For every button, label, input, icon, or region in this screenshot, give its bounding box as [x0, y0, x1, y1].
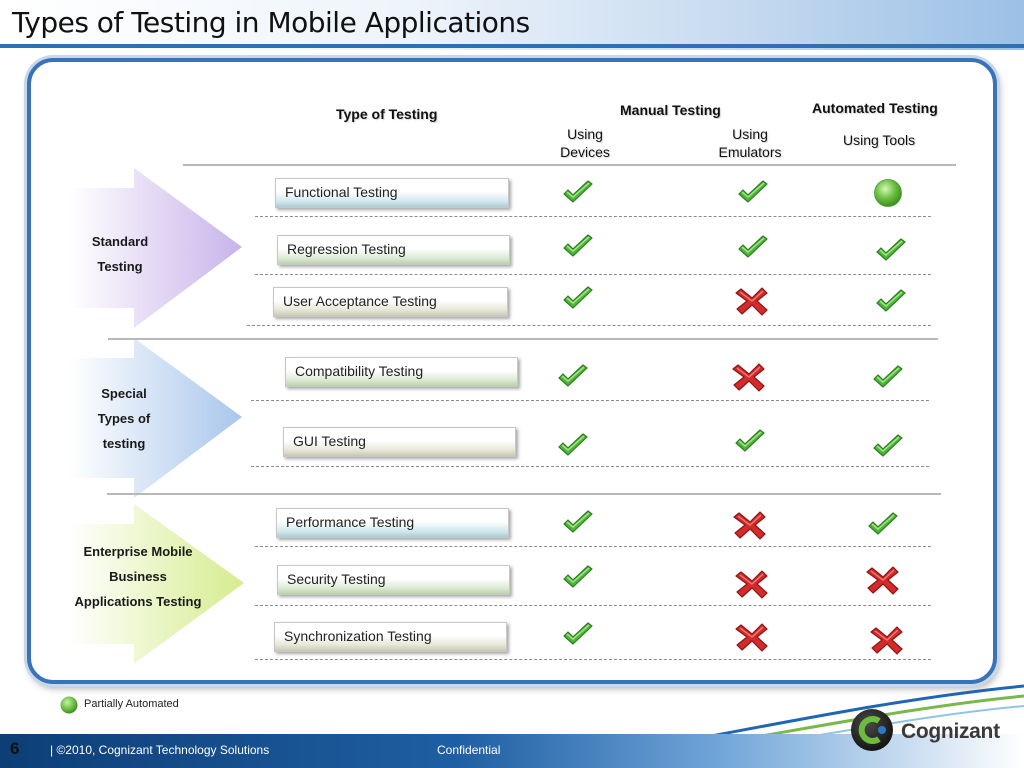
status-mark-emulators: [736, 233, 770, 263]
check-icon: [561, 178, 595, 208]
category-label-enterprise: [62, 539, 214, 614]
row-separator: [255, 274, 931, 275]
check-icon: [561, 563, 595, 593]
status-mark-tools: [874, 236, 908, 266]
cross-icon: [866, 565, 900, 595]
status-mark-emulators: [732, 362, 766, 392]
legend-label: Partially Automated: [84, 698, 179, 710]
status-mark-devices: [561, 508, 595, 538]
status-mark-tools: [871, 432, 905, 462]
row-separator: [255, 216, 931, 217]
status-mark-tools: [870, 625, 904, 655]
footer-confidential: Confidential: [437, 743, 501, 757]
category-label-line: Business: [109, 569, 167, 584]
status-mark-devices: [556, 362, 590, 392]
green-circle-icon: [871, 178, 905, 208]
cross-icon: [733, 510, 767, 540]
category-label-line: Enterprise Mobile: [83, 544, 193, 559]
status-mark-tools: [874, 287, 908, 317]
status-mark-tools: [871, 363, 905, 393]
footer-copyright: | ©2010, Cognizant Technology Solutions: [50, 743, 270, 757]
check-icon: [736, 233, 770, 263]
header-type-of-testing: Type of Testing: [336, 106, 438, 122]
title-rule: [0, 44, 1024, 48]
header-using-devices: [549, 125, 621, 161]
cross-icon: [735, 286, 769, 316]
check-icon: [871, 363, 905, 393]
group-separator: [108, 338, 938, 340]
check-icon: [561, 232, 595, 262]
testing-type-box: Regression Testing: [277, 235, 510, 265]
page-number: 6: [10, 739, 20, 758]
category-label-line: Standard: [91, 234, 149, 249]
status-mark-devices: [561, 284, 595, 314]
check-icon: [561, 284, 595, 314]
check-icon: [866, 510, 900, 540]
logo-text: Cognizant: [901, 720, 1000, 743]
check-icon: [556, 431, 590, 461]
status-mark-tools: [871, 178, 905, 208]
row-separator: [247, 325, 931, 326]
row-separator: [255, 546, 931, 547]
category-label-special: [84, 381, 164, 456]
status-mark-emulators: [735, 286, 769, 316]
cross-icon: [735, 569, 769, 599]
cross-icon: [732, 362, 766, 392]
status-mark-devices: [561, 620, 595, 650]
slide-title: Types of Testing in Mobile Applications: [12, 6, 530, 39]
check-icon: [874, 287, 908, 317]
testing-type-box: Synchronization Testing: [274, 622, 507, 652]
testing-type-box: Security Testing: [277, 565, 510, 595]
check-icon: [561, 508, 595, 538]
cross-icon: [870, 625, 904, 655]
category-label-standard: [80, 229, 160, 279]
status-mark-devices: [561, 563, 595, 593]
green-circle-icon: [60, 696, 78, 714]
check-icon: [871, 432, 905, 462]
cognizant-logo-icon: [848, 706, 896, 754]
check-icon: [561, 620, 595, 650]
status-mark-devices: [561, 232, 595, 262]
testing-type-box: Compatibility Testing: [285, 357, 518, 387]
status-mark-emulators: [733, 427, 767, 457]
row-separator: [255, 659, 931, 660]
testing-type-box: Functional Testing: [275, 178, 509, 208]
row-separator: [251, 400, 929, 401]
status-mark-emulators: [735, 569, 769, 599]
testing-type-box: User Acceptance Testing: [273, 287, 508, 317]
header-automated-testing: Automated Testing: [812, 100, 938, 116]
category-label-line: Types of: [97, 411, 151, 426]
check-icon: [733, 427, 767, 457]
category-label-line: testing: [102, 436, 146, 451]
testing-type-box: Performance Testing: [276, 508, 509, 538]
check-icon: [556, 362, 590, 392]
status-mark-tools: [866, 510, 900, 540]
status-mark-emulators: [733, 510, 767, 540]
check-icon: [874, 236, 908, 266]
header-using-emulators-line1: Using: [732, 126, 768, 142]
group-separator: [107, 493, 941, 495]
status-mark-tools: [866, 565, 900, 595]
cross-icon: [735, 622, 769, 652]
category-label-line: Testing: [97, 259, 143, 274]
status-mark-devices: [561, 178, 595, 208]
header-manual-testing: Manual Testing: [620, 102, 721, 118]
header-using-emulators-line2: Emulators: [718, 144, 782, 160]
header-using-tools: Using Tools: [843, 132, 916, 148]
category-label-line: Special: [101, 386, 147, 401]
row-separator: [255, 605, 931, 606]
header-using-devices-line2: Devices: [560, 144, 610, 160]
status-mark-emulators: [736, 178, 770, 208]
status-mark-emulators: [735, 622, 769, 652]
header-using-emulators: [708, 125, 792, 161]
testing-type-box: GUI Testing: [283, 427, 516, 457]
header-rule: [183, 164, 956, 166]
status-mark-devices: [556, 431, 590, 461]
row-separator: [251, 466, 929, 467]
category-label-line: Applications Testing: [74, 594, 202, 609]
check-icon: [736, 178, 770, 208]
header-using-devices-line1: Using: [567, 126, 603, 142]
